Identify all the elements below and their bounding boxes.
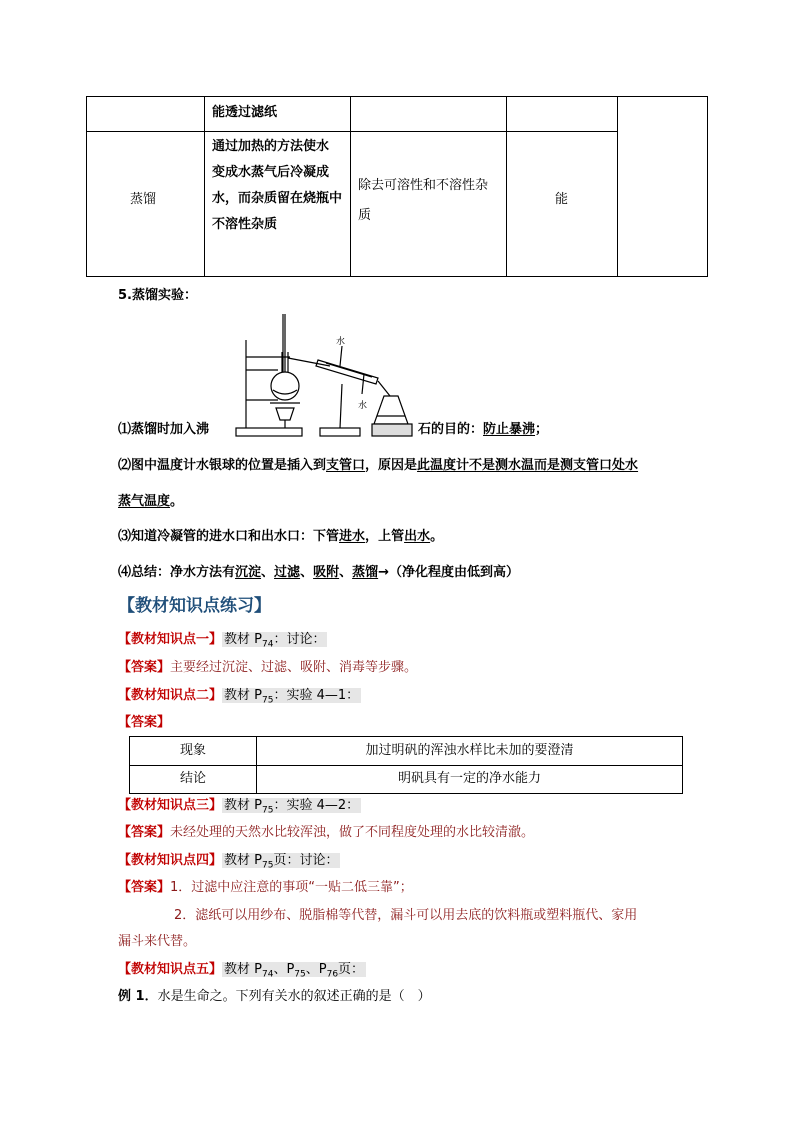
table-border-right bbox=[707, 96, 708, 277]
answer-text: 1．过滤中应注意的事项“一贴二低三靠”； bbox=[170, 880, 413, 895]
page-sub: 74 bbox=[262, 639, 274, 650]
answer-4-line-3 bbox=[118, 930, 196, 949]
table-border-top bbox=[86, 96, 708, 97]
cell-principle-line: 变成水蒸气后冷凝成 bbox=[212, 165, 330, 180]
purification-table bbox=[86, 96, 708, 277]
cell-principle bbox=[212, 134, 352, 238]
answer-4 bbox=[118, 876, 413, 895]
point-tail: ：实验 4—2： bbox=[273, 798, 360, 813]
answer-label: 【答案】 bbox=[118, 880, 171, 895]
point-label: 【教材知识点四】 bbox=[118, 853, 223, 868]
q2-answer-2: 此温度计不是测水温而是测支管口处水 bbox=[417, 458, 639, 473]
q3-d: 上管 bbox=[378, 529, 405, 544]
q4-b: 过滤 bbox=[274, 565, 301, 580]
q2-end: 。 bbox=[170, 494, 184, 509]
q1-end: ； bbox=[535, 422, 549, 437]
q3-b: 进水 bbox=[339, 529, 366, 544]
q1-answer: 防止暴沸 bbox=[483, 422, 536, 437]
point-tail: ：实验 4—1： bbox=[273, 688, 360, 703]
cell-effect-line: 除去可溶性和不溶性杂 bbox=[358, 178, 489, 193]
q2-answer-1: 支管口 bbox=[326, 458, 366, 473]
q3-text: ⑶知道冷凝管的进水口和出水口： bbox=[118, 529, 314, 544]
table-row-divider bbox=[86, 131, 617, 132]
answer-text: 漏斗来代替。 bbox=[118, 934, 197, 949]
q1-text: 石的目的： bbox=[418, 422, 484, 437]
point-text: 教材 P bbox=[224, 798, 262, 813]
table-cell: 加过明矾的浑浊水样比未加的要澄清 bbox=[365, 743, 574, 758]
q4-end: →（净化程度由低到高） bbox=[378, 565, 520, 580]
point-text: 教材 P bbox=[224, 962, 262, 977]
page-sub: 75 bbox=[262, 695, 274, 706]
page-sub: 75 bbox=[294, 969, 306, 980]
q2-answer-2b: 蒸气温度 bbox=[118, 494, 171, 509]
point-text: 教材 P bbox=[224, 688, 262, 703]
distill-heading: 5.蒸馏实验： bbox=[118, 288, 197, 303]
table-cell: 现象 bbox=[179, 743, 206, 758]
point-text: 教材 P bbox=[224, 853, 262, 868]
answer-label: 【答案】 bbox=[118, 715, 171, 730]
point-text: 、P bbox=[273, 962, 295, 977]
cell-method-name: 蒸馏 bbox=[130, 192, 157, 207]
point-text: 、P bbox=[305, 962, 327, 977]
answer-1 bbox=[118, 656, 417, 675]
point-tail: 页： bbox=[338, 962, 365, 977]
table-cell: 明矾具有一定的净水能力 bbox=[397, 771, 541, 786]
knowledge-point-3 bbox=[118, 794, 361, 816]
table-col-divider bbox=[617, 96, 618, 277]
table-row bbox=[130, 765, 682, 793]
answer-2 bbox=[118, 711, 170, 730]
cell-principle-line: 不溶性杂质 bbox=[212, 217, 278, 232]
cell-filter-note: 能透过滤纸 bbox=[212, 105, 278, 120]
example-text: 水是生命之。下列有关水的叙述正确的是（ ） bbox=[157, 989, 431, 1004]
cell-effect-line: 质 bbox=[358, 208, 372, 223]
distill-question-2-cont bbox=[118, 490, 183, 509]
table-row bbox=[130, 737, 682, 765]
water-inlet-label: 水 bbox=[358, 401, 368, 411]
q4-d: 蒸馏 bbox=[352, 565, 379, 580]
q4-c: 吸附 bbox=[313, 565, 340, 580]
q2-mid: ，原因是 bbox=[365, 458, 418, 473]
q3-e: 出水 bbox=[404, 529, 431, 544]
answer-label: 【答案】 bbox=[118, 660, 171, 675]
distill-question-2 bbox=[118, 454, 638, 473]
answer-label: 【答案】 bbox=[118, 825, 171, 840]
q4-sep: 、 bbox=[300, 565, 314, 580]
page-sub: 75 bbox=[262, 805, 274, 816]
q4-a: 沉淀 bbox=[235, 565, 262, 580]
table-border-bottom bbox=[86, 276, 708, 277]
distillation-apparatus-diagram bbox=[234, 312, 414, 440]
point-text: 教材 P bbox=[224, 632, 262, 647]
answer-text: 未经处理的天然水比较浑浊，做了不同程度处理的水比较清澈。 bbox=[170, 825, 535, 840]
q4-sep: 、 bbox=[261, 565, 275, 580]
water-outlet-label: 水 bbox=[336, 337, 346, 347]
answer-3 bbox=[118, 821, 534, 840]
knowledge-point-5 bbox=[118, 958, 366, 980]
distill-question-4 bbox=[118, 561, 519, 580]
page-sub: 75 bbox=[262, 860, 274, 871]
answer-text: 主要经过沉淀、过滤、吸附、消毒等步骤。 bbox=[170, 660, 418, 675]
table-border-left bbox=[86, 96, 87, 277]
table-col-divider bbox=[204, 96, 205, 277]
example-1 bbox=[118, 985, 431, 1004]
point-label: 【教材知识点五】 bbox=[118, 962, 223, 977]
point-label: 【教材知识点一】 bbox=[118, 632, 223, 647]
knowledge-point-1 bbox=[118, 628, 327, 650]
cell-principle-line: 水，而杂质留在烧瓶中 bbox=[212, 191, 343, 206]
point-tail: ：讨论： bbox=[273, 632, 326, 647]
q2-text: ⑵图中温度计水银球的位置是插入到 bbox=[118, 458, 327, 473]
distill-question-1 bbox=[418, 418, 548, 437]
table-cell: 结论 bbox=[179, 771, 206, 786]
knowledge-point-4 bbox=[118, 849, 340, 871]
answer-text: 2．滤纸可以用纱布、脱脂棉等代替，漏斗可以用去底的饮料瓶或塑料瓶代、家用 bbox=[174, 908, 638, 923]
answer-4-line-2 bbox=[174, 904, 637, 923]
q3-a: 下管 bbox=[313, 529, 340, 544]
page-sub: 74 bbox=[262, 969, 274, 980]
knowledge-point-2 bbox=[118, 684, 361, 706]
table-col-divider bbox=[256, 737, 257, 793]
page-sub: 76 bbox=[326, 969, 339, 980]
cell-effect bbox=[358, 171, 508, 231]
point-label: 【教材知识点二】 bbox=[118, 688, 223, 703]
q4-sep: 、 bbox=[339, 565, 353, 580]
cell-principle-line: 通过加热的方法使水 bbox=[212, 139, 330, 154]
cell-soften: 能 bbox=[555, 192, 569, 207]
distill-question-1-prefix: ⑴蒸馏时加入沸 bbox=[118, 422, 210, 437]
q4-text: ⑷总结：净水方法有 bbox=[118, 565, 236, 580]
example-label: 例 1． bbox=[118, 989, 158, 1004]
distill-question-3 bbox=[118, 525, 443, 544]
point-label: 【教材知识点三】 bbox=[118, 798, 223, 813]
q3-c: ， bbox=[365, 529, 379, 544]
section-title: 【教材知识点练习】 bbox=[118, 596, 271, 616]
q3-end: 。 bbox=[430, 529, 444, 544]
point-tail: 页：讨论： bbox=[273, 853, 339, 868]
experiment-result-table bbox=[129, 736, 683, 794]
